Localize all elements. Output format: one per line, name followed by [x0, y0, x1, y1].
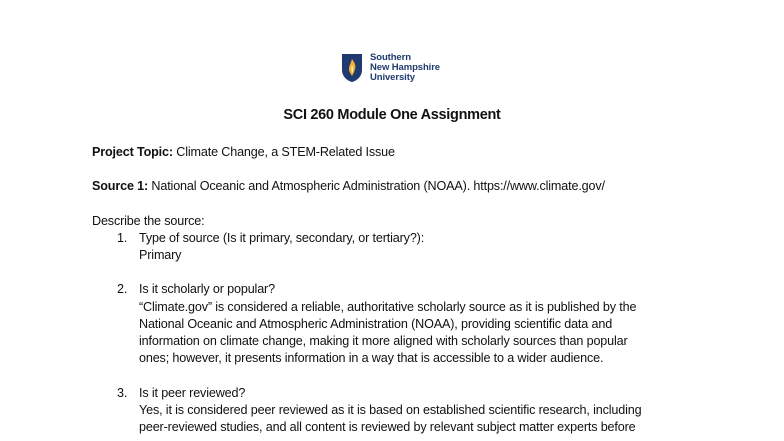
logo-line-2: New Hampshire: [370, 62, 440, 73]
document-title: SCI 260 Module One Assignment: [283, 107, 501, 123]
question-1-number: 1.: [117, 231, 128, 245]
project-topic-label: Project Topic:: [92, 145, 173, 159]
logo-line-3: University: [370, 72, 415, 83]
question-2-answer-line: National Oceanic and Atmospheric Administration (NOAA), providing scientific data and: [139, 317, 613, 331]
question-2-number: 2.: [117, 282, 128, 296]
question-3-answer-line: peer-reviewed studies, and all content is reviewed by relevant subject matter experts before: [139, 420, 636, 434]
source-1-line: [92, 179, 605, 193]
university-logo: [341, 53, 440, 83]
question-2-answer-line: “Climate.gov” is considered a reliable, authoritative scholarly source as it is published by the: [139, 300, 637, 314]
question-2-answer-line: information on climate change, making it more aligned with scholarly sources than popular: [139, 334, 628, 348]
question-2-answer-line: ones; however, it presents information in a way that is accessible to a wider audience.: [139, 351, 604, 365]
project-topic-value: Climate Change, a STEM-Related Issue: [176, 145, 395, 159]
logo-line-1: Southern: [370, 52, 411, 63]
source-1-label: Source 1:: [92, 179, 149, 193]
question-3-number: 3.: [117, 386, 128, 400]
question-3-text: Is it peer reviewed?: [139, 386, 246, 400]
question-1-answer-line: Primary: [139, 248, 182, 262]
logo-wordmark: [370, 53, 440, 83]
question-2-text: Is it scholarly or popular?: [139, 282, 275, 296]
question-1-text: Type of source (Is it primary, secondary, or tertiary?):: [139, 231, 425, 245]
question-3-answer-line: Yes, it is considered peer reviewed as it is based on established scientific research, including: [139, 403, 642, 417]
shield-flame-icon: [341, 53, 363, 83]
describe-source-label: Describe the source:: [92, 214, 205, 228]
source-1-value: National Oceanic and Atmospheric Administration (NOAA). https://www.climate.gov/: [151, 179, 605, 193]
project-topic-line: [92, 145, 395, 159]
